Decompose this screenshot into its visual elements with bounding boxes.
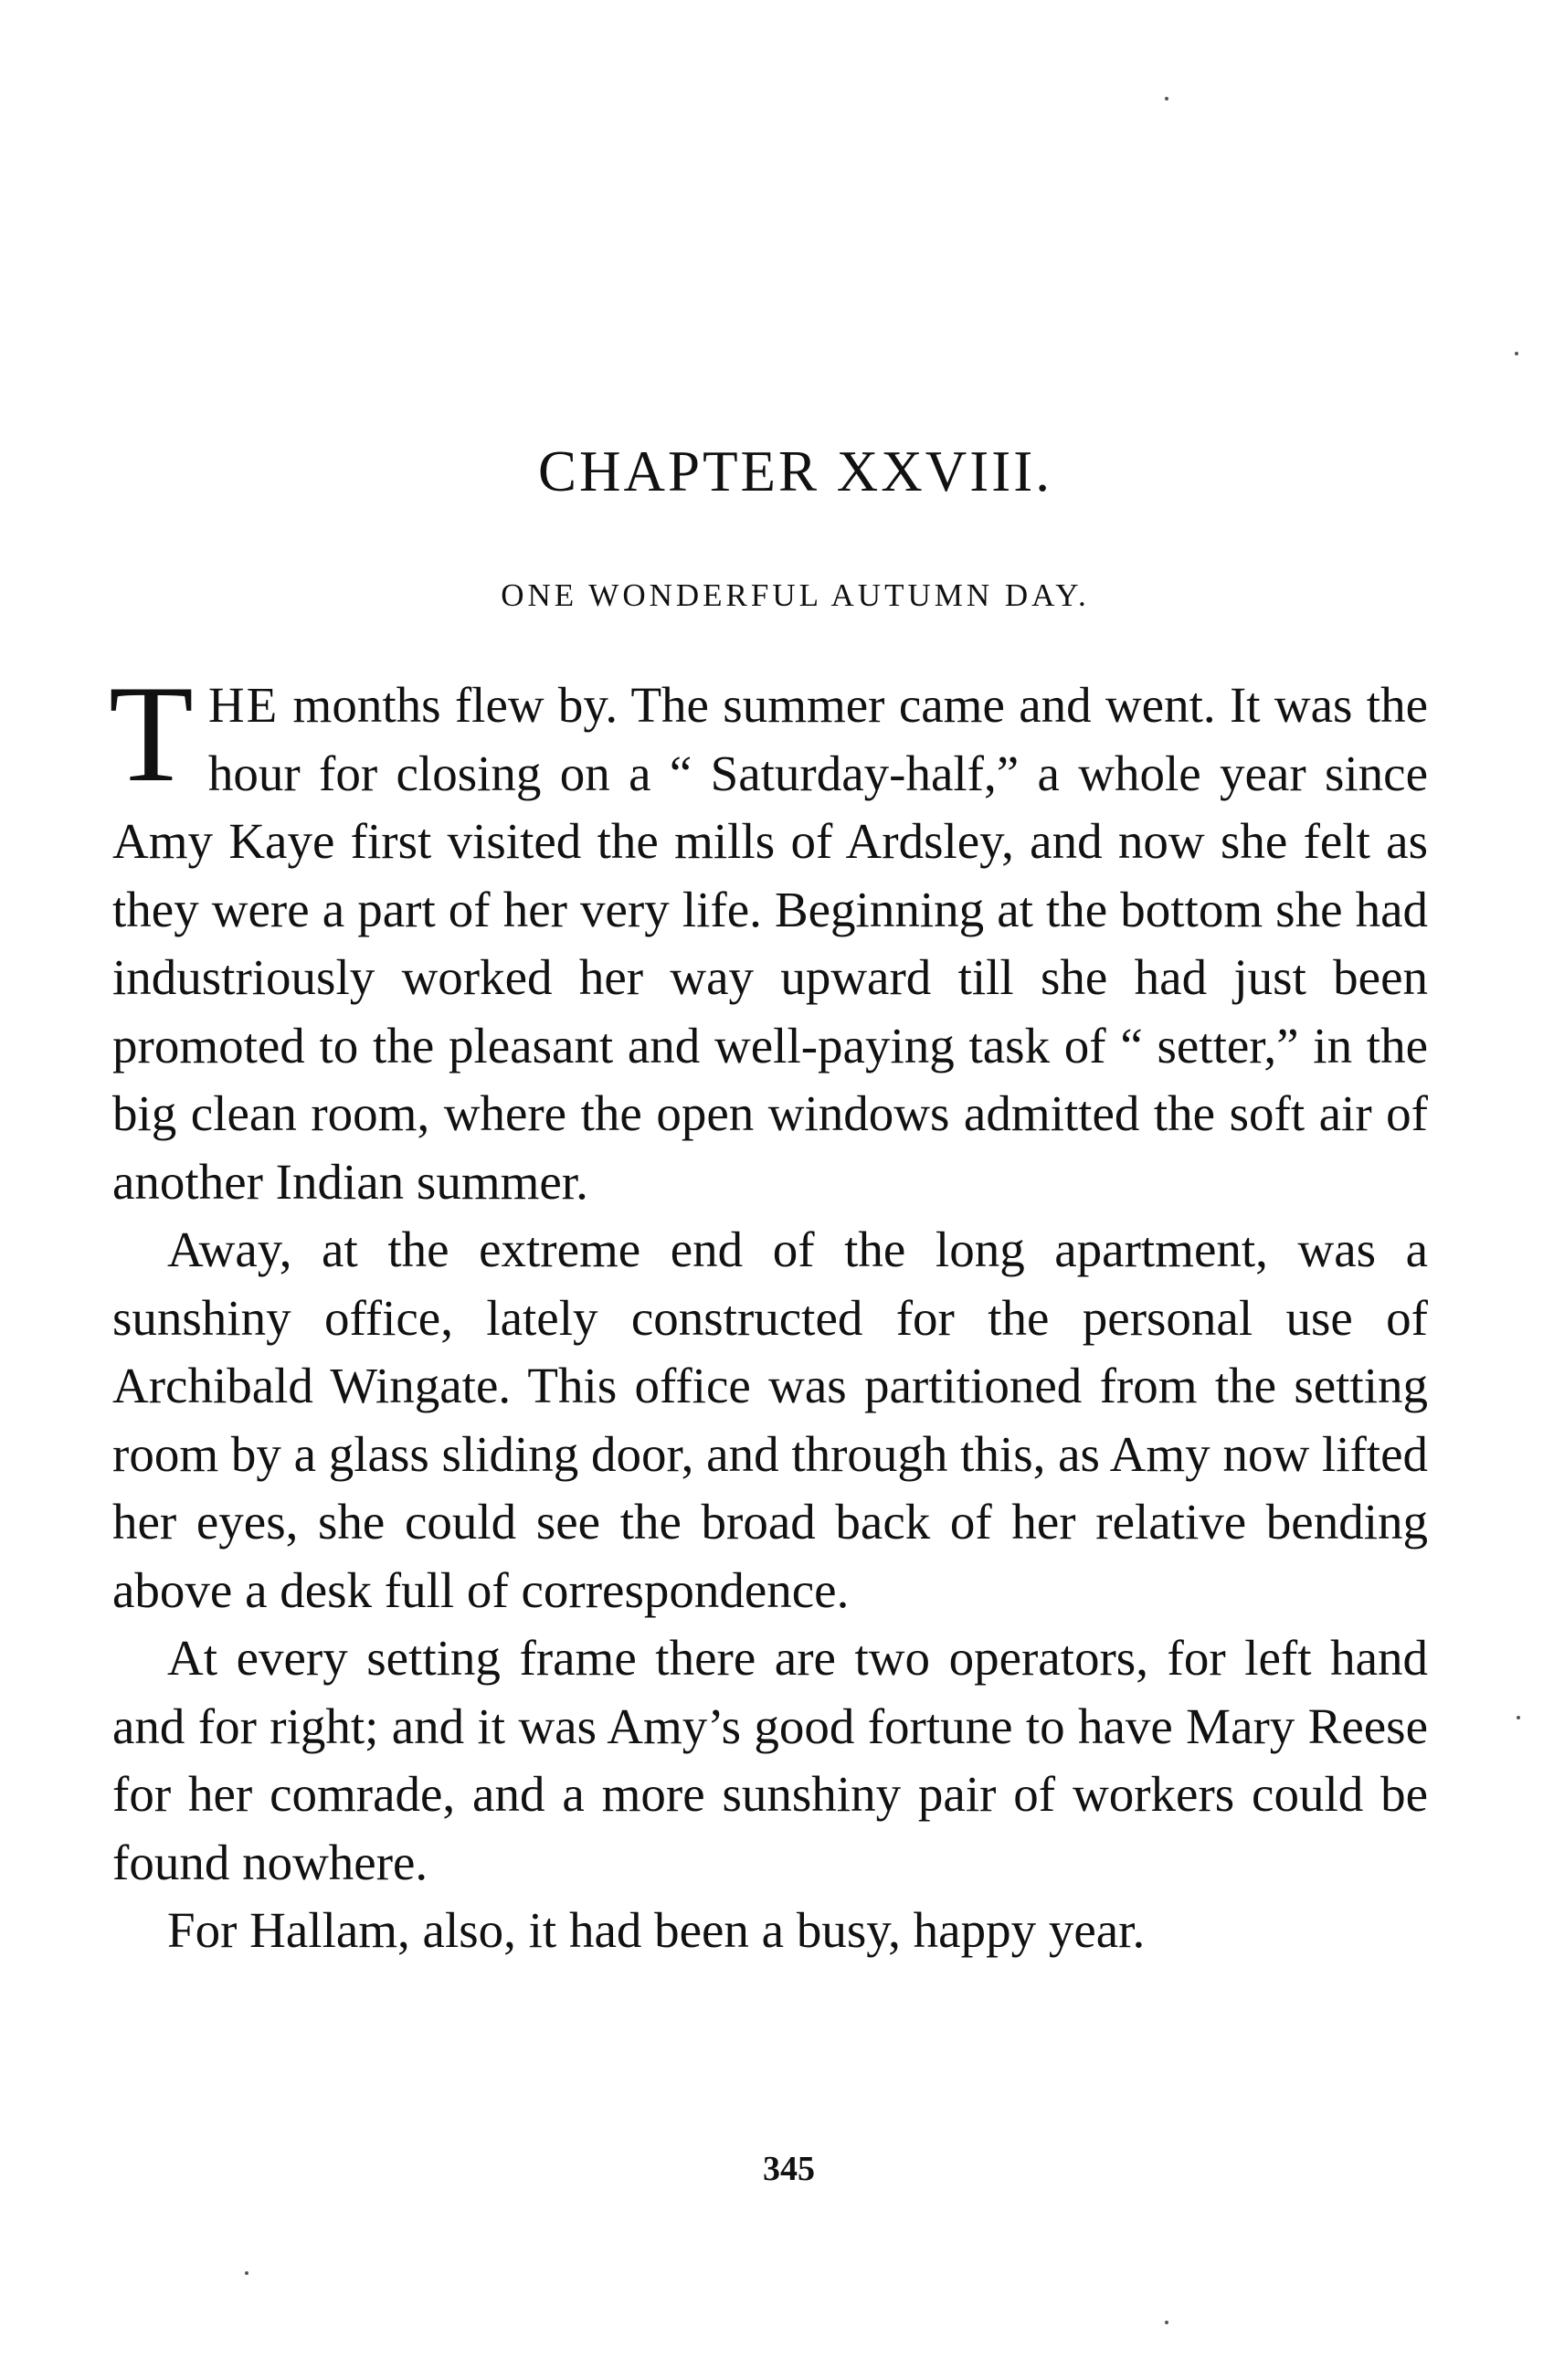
paper-speck [1165, 97, 1168, 100]
paper-speck [245, 2271, 248, 2275]
first-word-rest: HE [207, 677, 280, 733]
paper-speck [1515, 352, 1518, 355]
paragraph-1 [109, 657, 1428, 1216]
chapter-subtitle: ONE WONDERFUL AUTUMN DAY. [501, 577, 1090, 613]
paper-speck [1165, 2321, 1168, 2324]
paragraph-1-text: months flew by. The summer came and went. It was the hour for closing on a “ Saturday-half,” a whole year since Amy Kaye first visited the mills of Ardsley, and now she felt as they were a part of her very life. Beginning at the bottom she had industriously worked her way upward till she had just been promoted to the pleasant and well-paying task of “ setter,” in the big clean room, where the open windows admitted the soft air of another Indian summer. [112, 677, 1428, 1210]
chapter-body [109, 657, 1428, 1965]
page-number: 345 [763, 2150, 815, 2188]
chapter-title: CHAPTER XXVIII. [538, 439, 1052, 503]
drop-cap: T [109, 657, 194, 810]
paragraph-4: For Hallam, also, it had been a busy, happy year. [167, 1902, 1146, 1958]
paragraph-2: Away, at the extreme end of the long apartment, was a sunshiny office, lately constructed for the personal use of Archibald Wingate. This office was partitioned from the setting room by a glass sliding door, and through this, as Amy now lifted her eyes, she could see the broad back of her relative bending above a desk full of correspondence. [112, 1222, 1428, 1618]
paper-speck [1517, 1716, 1520, 1719]
paragraph-3: At every setting frame there are two operators, for left hand and for right; and it was Amy’s good fortune to have Mary Reese for her comrade, and a more sunshiny pair of workers could be found nowhere. [112, 1630, 1428, 1890]
